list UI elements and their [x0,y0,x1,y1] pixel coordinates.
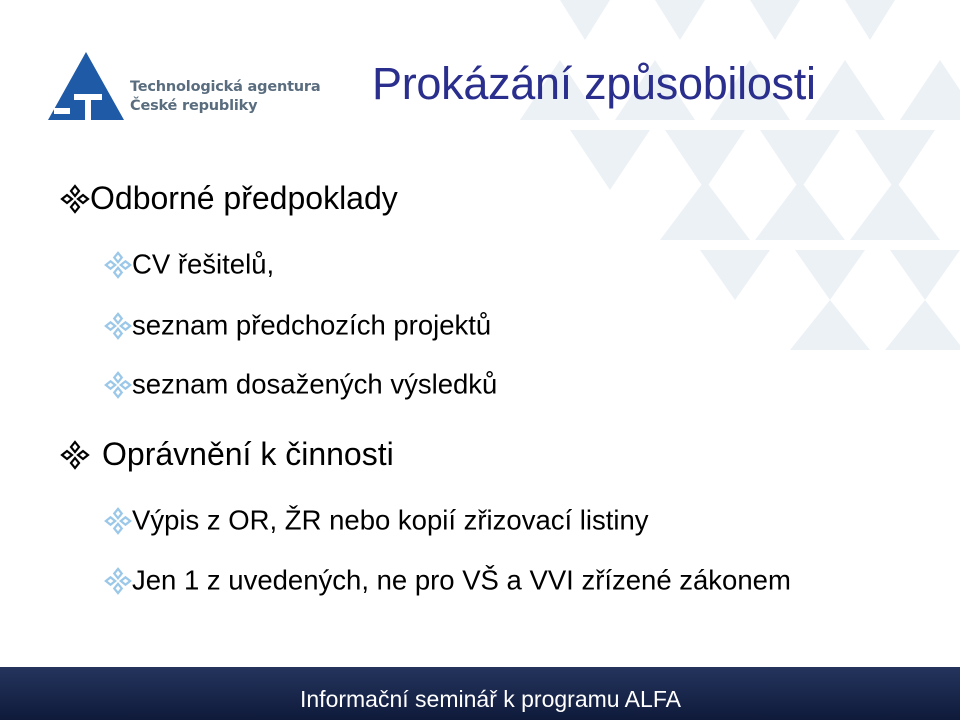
list-item-text: seznam předchozích projektů [132,309,492,341]
list-item [104,247,274,281]
section-heading-1-text: Odborné předpoklady [90,180,398,217]
list-item [104,563,791,597]
four-diamond-bullet-icon [104,507,132,535]
four-diamond-bullet-icon [104,312,132,340]
section-heading-1 [60,178,398,217]
list-item [104,308,491,342]
list-item-text: Výpis z OR, ŽR nebo kopií zřizovací listiny [132,504,649,536]
logo-line-1: Technologická agentura [130,79,321,95]
list-item [104,367,497,401]
list-item-text: CV řešitelů, [132,248,275,280]
four-diamond-bullet-icon [104,251,132,279]
four-diamond-bullet-icon [60,184,90,214]
logo [44,48,321,128]
logo-mark-icon [44,48,130,128]
footer-text: Informační seminář k programu ALFA [300,686,681,712]
section-heading-2 [60,434,394,473]
section-heading-2-text: Oprávnění k činnosti [102,436,394,473]
logo-line-2: České republiky [130,98,258,114]
four-diamond-bullet-icon [104,567,132,595]
list-item [104,503,649,537]
slide-title: Prokázání způsobilosti [372,58,816,109]
footer-bar [0,667,960,720]
list-item-text: Jen 1 z uvedených, ne pro VŠ a VVI zřízené zákonem [132,564,791,596]
four-diamond-bullet-icon [60,440,90,470]
list-item-text: seznam dosažených výsledků [132,368,498,400]
four-diamond-bullet-icon [104,371,132,399]
